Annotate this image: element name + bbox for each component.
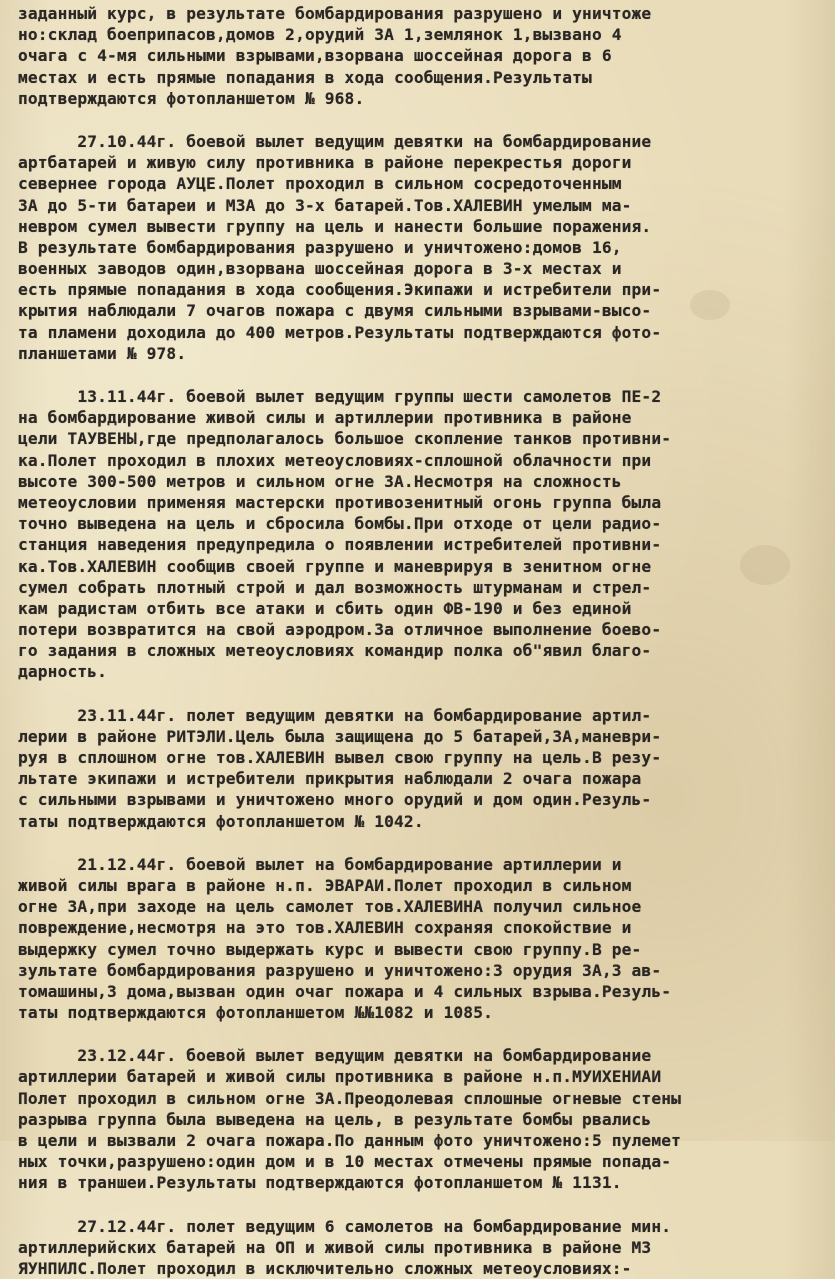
text-line: разрыва группа была выведена на цель, в результате бомбы рвались	[18, 1109, 652, 1129]
paragraph-6	[18, 1045, 825, 1193]
text-line: 23.11.44г. полет ведущим девятки на бомбардирование артил-	[18, 705, 652, 725]
text-line: дарность.	[18, 662, 108, 682]
text-line: В результате бомбардирования разрушено и уничтожено:домов 16,	[18, 237, 622, 257]
text-line: станция наведения предупредила о появлении истребителей противни-	[18, 535, 662, 555]
text-line: военных заводов один,взорвана шоссейная дорога в 3-х местах и	[18, 259, 622, 279]
text-line: подтверждаются фотопланшетом № 968.	[18, 88, 365, 108]
text-line: ных точки,разрушено:один дом и в 10 местах отмечены прямые попада-	[18, 1152, 672, 1172]
text-line: потери возвратится на свой аэродром.За отличное выполнение боево-	[18, 620, 662, 640]
paragraph-2	[18, 131, 825, 364]
text-line: огне ЗА,при заходе на цель самолет тов.ХАЛЕВИНА получил сильное	[18, 897, 642, 917]
text-line: на бомбардирование живой силы и артиллерии противника в районе	[18, 408, 632, 428]
text-line: метеоусловии применяя мастерски противозенитный огонь группа была	[18, 492, 662, 512]
paragraph-gap	[18, 364, 825, 386]
paragraph-gap	[18, 1023, 825, 1045]
text-line: руя в сплошном огне тов.ХАЛЕВИН вывел свою группу на цель.В резу-	[18, 748, 662, 767]
text-line: таты подтверждаются фотопланшетом № 1042.	[18, 811, 424, 831]
text-line: севернее города АУЦЕ.Полет проходил в сильном сосредоточенным	[18, 174, 622, 194]
text-line: местах и есть прямые попадания в хода сообщения.Результаты	[18, 67, 592, 87]
paragraph-4	[18, 705, 825, 832]
text-line: высоте 300-500 метров и сильном огне ЗА.Несмотря на сложность	[18, 471, 622, 491]
paragraph-gap	[18, 683, 825, 705]
text-line: живой силы врага в районе н.п. ЭВАРАИ.Полет проходил в сильном	[18, 875, 632, 895]
text-line: цели ТАУВЕНЫ,где предполагалось большое скопление танков противни-	[18, 429, 672, 449]
text-line: невром сумел вывести группу на цель и нанести большие поражения.	[18, 216, 652, 236]
text-line: артиллерии батарей и живой силы противника в районе н.п.МУИХЕНИАИ	[18, 1067, 662, 1087]
text-line: выдержку сумел точно выдержать курс и вывести свою группу.В ре-	[18, 939, 642, 959]
text-line: планшетами № 978.	[18, 343, 187, 363]
text-line: заданный курс, в результате бомбардирования разрушено и уничтоже	[18, 4, 652, 23]
text-line: очага с 4-мя сильными взрывами,взорвана шоссейная дорога в 6	[18, 46, 612, 66]
paragraph-gap	[18, 109, 825, 131]
text-line: но:склад боеприпасов,домов 2,орудий ЗА 1,землянок 1,вызвано 4	[18, 25, 622, 45]
paragraph-gap	[18, 832, 825, 854]
text-line: артиллерийских батарей на ОП и живой силы противника в районе МЗ	[18, 1237, 652, 1257]
paragraph-gap	[18, 1194, 825, 1216]
text-line: крытия наблюдали 7 очагов пожара с двумя сильными взрывами-высо-	[18, 301, 652, 321]
text-line: ния в траншеи.Результаты подтверждаются фотопланшетом № 1131.	[18, 1173, 622, 1193]
text-line: с сильными взрывами и уничтожено много орудий и дом один.Резуль-	[18, 790, 652, 810]
text-line: точно выведена на цель и сбросила бомбы.При отходе от цели радио-	[18, 514, 662, 534]
paragraph-5	[18, 854, 825, 1024]
paragraph-7	[18, 1216, 825, 1279]
text-line: ЗА до 5-ти батареи и МЗА до 3-х батарей.Тов.ХАЛЕВИН умелым ма-	[18, 195, 632, 215]
text-line: ка.Тов.ХАЛЕВИН сообщив своей группе и маневрируя в зенитном огне	[18, 556, 652, 576]
text-line: таты подтверждаются фотопланшетом №№1082 и 1085.	[18, 1003, 493, 1023]
text-line: есть прямые попадания в хода сообщения.Экипажи и истребители при-	[18, 280, 662, 300]
text-line: в цели и вызвали 2 очага пожара.По данным фото уничтожено:5 пулемет	[18, 1131, 682, 1150]
text-line: 23.12.44г. боевой вылет ведущим девятки на бомбардирование	[18, 1046, 652, 1066]
text-line: 21.12.44г. боевой вылет на бомбардирование артиллерии и	[18, 854, 622, 874]
text-line: томашины,3 дома,вызван один очаг пожара и 4 сильных взрыва.Резуль-	[18, 981, 672, 1001]
text-line: сумел собрать плотный строй и дал возможность штурманам и стрел-	[18, 577, 652, 597]
paragraph-1	[18, 3, 825, 109]
text-line: та пламени доходила до 400 метров.Результаты подтверждаются фото-	[18, 322, 662, 342]
text-line: повреждение,несмотря на это тов.ХАЛЕВИН сохраняя спокойствие и	[18, 918, 632, 938]
text-line: 27.12.44г. полет ведущим 6 самолетов на бомбардирование мин.	[18, 1216, 672, 1236]
text-line: 27.10.44г. боевой вылет ведущим девятки на бомбардирование	[18, 131, 652, 151]
text-line: ка.Полет проходил в плохих метеоусловиях-сплошной облачности при	[18, 450, 652, 470]
text-line: зультате бомбардирования разрушено и уничтожено:3 орудия ЗА,3 ав-	[18, 960, 662, 980]
text-line: артбатарей и живую силу противника в районе перекрестья дороги	[18, 153, 632, 173]
text-line: го задания в сложных метеоусловиях командир полка об"явил благо-	[18, 641, 652, 661]
paragraph-3	[18, 386, 825, 683]
text-line: льтате экипажи и истребители прикрытия наблюдали 2 очага пожара	[18, 769, 642, 789]
text-line: лерии в районе РИТЭЛИ.Цель была защищена до 5 батарей,ЗА,маневри-	[18, 726, 662, 746]
text-line: 13.11.44г. боевой вылет ведущим группы шести самолетов ПЕ-2	[18, 387, 662, 406]
text-line: кам радистам отбить все атаки и сбить один ФВ-190 и без единой	[18, 598, 632, 618]
text-line: Полет проходил в сильном огне ЗА.Преодолевая сплошные огневые стены	[18, 1088, 682, 1108]
text-line: ЯУНПИЛС.Полет проходил в исключительно сложных метеоусловиях:-	[18, 1258, 632, 1278]
